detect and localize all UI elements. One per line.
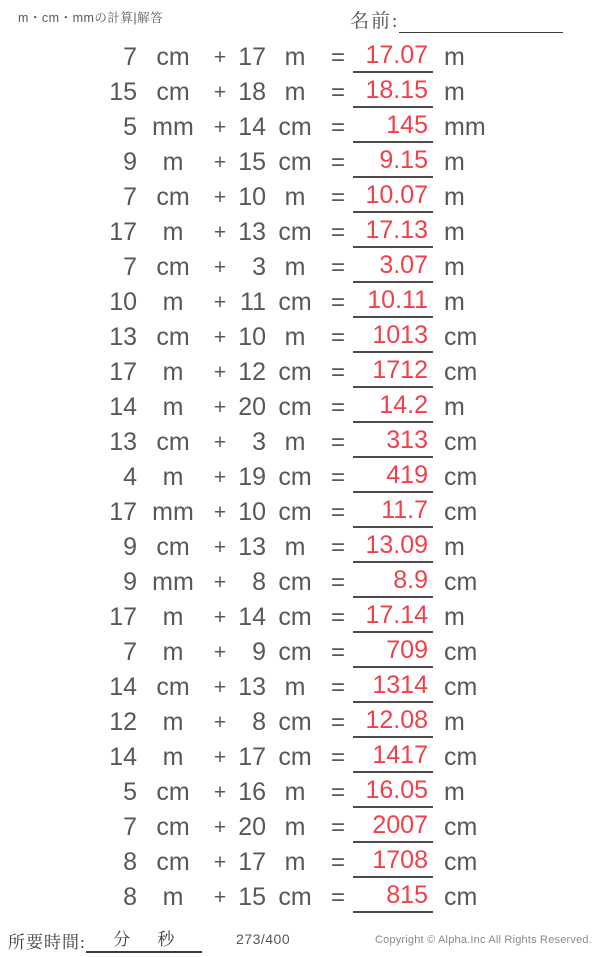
answer-unit: cm	[444, 813, 478, 841]
second-unit: m	[284, 428, 306, 456]
first-unit: cm	[156, 778, 190, 806]
first-value: 5	[123, 113, 137, 141]
answer-value: 9.15	[353, 145, 433, 178]
second-unit: cm	[278, 358, 312, 386]
plus-operator: +	[213, 711, 227, 734]
answer-value: 11.7	[353, 495, 433, 528]
problem-row	[95, 635, 515, 670]
equals-sign: =	[330, 534, 345, 561]
plus-operator: +	[213, 326, 227, 349]
problems-list	[95, 40, 515, 915]
first-unit: m	[162, 358, 184, 386]
answer-value: 16.05	[353, 775, 433, 808]
answer-value: 1314	[353, 670, 433, 703]
first-value: 12	[109, 708, 137, 736]
equals-sign: =	[330, 604, 345, 631]
answer-value: 419	[353, 460, 433, 493]
first-unit: m	[162, 288, 184, 316]
second-value: 17	[238, 43, 266, 71]
second-unit: cm	[278, 288, 312, 316]
answer-unit: m	[444, 253, 465, 281]
plus-operator: +	[213, 221, 227, 244]
equals-sign: =	[330, 849, 345, 876]
second-unit: m	[284, 43, 306, 71]
plus-operator: +	[213, 816, 227, 839]
first-value: 7	[123, 253, 137, 281]
equals-sign: =	[330, 79, 345, 106]
first-unit: m	[162, 708, 184, 736]
first-value: 9	[123, 568, 137, 596]
answer-unit: m	[444, 778, 465, 806]
equals-sign: =	[330, 464, 345, 491]
first-unit: cm	[156, 848, 190, 876]
first-value: 14	[109, 743, 137, 771]
second-value: 8	[252, 708, 266, 736]
second-value: 13	[238, 218, 266, 246]
answer-unit: m	[444, 533, 465, 561]
problem-row	[95, 390, 515, 425]
first-value: 9	[123, 533, 137, 561]
second-unit: m	[284, 813, 306, 841]
answer-value: 10.11	[353, 285, 433, 318]
equals-sign: =	[330, 114, 345, 141]
equals-sign: =	[330, 674, 345, 701]
problem-row	[95, 355, 515, 390]
plus-operator: +	[213, 186, 227, 209]
equals-sign: =	[330, 569, 345, 596]
second-unit: m	[284, 533, 306, 561]
answer-unit: cm	[444, 673, 478, 701]
problem-row	[95, 775, 515, 810]
equals-sign: =	[330, 814, 345, 841]
first-unit: cm	[156, 323, 190, 351]
first-unit: m	[162, 603, 184, 631]
first-value: 17	[109, 218, 137, 246]
answer-unit: m	[444, 183, 465, 211]
answer-unit: m	[444, 78, 465, 106]
answer-value: 17.14	[353, 600, 433, 633]
second-value: 20	[238, 393, 266, 421]
second-unit: m	[284, 323, 306, 351]
answer-unit: cm	[444, 323, 478, 351]
plus-operator: +	[213, 361, 227, 384]
plus-operator: +	[213, 256, 227, 279]
first-unit: m	[162, 883, 184, 911]
first-value: 17	[109, 603, 137, 631]
plus-operator: +	[213, 116, 227, 139]
answer-value: 10.07	[353, 180, 433, 213]
second-value: 20	[238, 813, 266, 841]
problem-row	[95, 215, 515, 250]
second-unit: m	[284, 673, 306, 701]
answer-unit: m	[444, 393, 465, 421]
first-unit: cm	[156, 813, 190, 841]
plus-operator: +	[213, 46, 227, 69]
first-unit: cm	[156, 183, 190, 211]
equals-sign: =	[330, 744, 345, 771]
equals-sign: =	[330, 429, 345, 456]
second-unit: cm	[278, 148, 312, 176]
second-value: 18	[238, 78, 266, 106]
second-value: 14	[238, 113, 266, 141]
problem-row	[95, 880, 515, 915]
second-unit: cm	[278, 883, 312, 911]
problem-row	[95, 740, 515, 775]
first-unit: cm	[156, 533, 190, 561]
second-unit: m	[284, 253, 306, 281]
answer-value: 14.2	[353, 390, 433, 423]
problem-row	[95, 600, 515, 635]
problem-row	[95, 425, 515, 460]
second-unit: cm	[278, 603, 312, 631]
second-value: 17	[238, 743, 266, 771]
equals-sign: =	[330, 44, 345, 71]
time-required-label: 所要時間:	[8, 933, 86, 952]
problem-row	[95, 110, 515, 145]
equals-sign: =	[330, 499, 345, 526]
first-unit: m	[162, 218, 184, 246]
first-value: 13	[109, 428, 137, 456]
first-value: 4	[123, 463, 137, 491]
answer-value: 8.9	[353, 565, 433, 598]
plus-operator: +	[213, 571, 227, 594]
first-value: 14	[109, 393, 137, 421]
second-value: 13	[238, 533, 266, 561]
second-unit: cm	[278, 218, 312, 246]
answer-unit: m	[444, 148, 465, 176]
problem-row	[95, 705, 515, 740]
first-unit: cm	[156, 43, 190, 71]
minutes-label: 分	[113, 930, 131, 949]
second-unit: cm	[278, 743, 312, 771]
plus-operator: +	[213, 676, 227, 699]
plus-operator: +	[213, 746, 227, 769]
second-value: 19	[238, 463, 266, 491]
problem-row	[95, 285, 515, 320]
plus-operator: +	[213, 886, 227, 909]
plus-operator: +	[213, 781, 227, 804]
first-value: 9	[123, 148, 137, 176]
name-field	[350, 6, 563, 33]
first-unit: m	[162, 393, 184, 421]
first-unit: cm	[156, 78, 190, 106]
plus-operator: +	[213, 851, 227, 874]
second-value: 15	[238, 148, 266, 176]
answer-unit: cm	[444, 883, 478, 911]
plus-operator: +	[213, 501, 227, 524]
answer-unit: m	[444, 708, 465, 736]
problem-row	[95, 495, 515, 530]
time-blank-line	[86, 925, 202, 953]
second-unit: cm	[278, 638, 312, 666]
second-value: 12	[238, 358, 266, 386]
problem-row	[95, 180, 515, 215]
second-value: 8	[252, 568, 266, 596]
first-unit: cm	[156, 673, 190, 701]
seconds-label: 秒	[157, 930, 175, 949]
second-unit: cm	[278, 113, 312, 141]
first-value: 8	[123, 848, 137, 876]
answer-value: 18.15	[353, 75, 433, 108]
first-value: 7	[123, 43, 137, 71]
first-value: 5	[123, 778, 137, 806]
problem-row	[95, 670, 515, 705]
first-value: 14	[109, 673, 137, 701]
answer-unit: cm	[444, 463, 478, 491]
problem-row	[95, 40, 515, 75]
plus-operator: +	[213, 151, 227, 174]
second-unit: m	[284, 183, 306, 211]
first-unit: m	[162, 638, 184, 666]
answer-unit: m	[444, 603, 465, 631]
first-unit: mm	[152, 113, 194, 141]
second-unit: cm	[278, 568, 312, 596]
second-value: 14	[238, 603, 266, 631]
second-value: 3	[252, 428, 266, 456]
first-unit: m	[162, 743, 184, 771]
answer-value: 13.09	[353, 530, 433, 563]
equals-sign: =	[330, 289, 345, 316]
answer-unit: m	[444, 288, 465, 316]
answer-value: 3.07	[353, 250, 433, 283]
copyright-notice: Copyright © Alpha.Inc All Rights Reserved.	[374, 934, 592, 946]
second-value: 10	[238, 498, 266, 526]
first-value: 7	[123, 638, 137, 666]
equals-sign: =	[330, 779, 345, 806]
problem-row	[95, 460, 515, 495]
answer-value: 1417	[353, 740, 433, 773]
second-value: 16	[238, 778, 266, 806]
second-value: 3	[252, 253, 266, 281]
second-value: 15	[238, 883, 266, 911]
answer-unit: cm	[444, 638, 478, 666]
answer-value: 17.07	[353, 40, 433, 73]
first-value: 8	[123, 883, 137, 911]
equals-sign: =	[330, 884, 345, 911]
time-required-field	[8, 925, 202, 953]
plus-operator: +	[213, 466, 227, 489]
second-unit: cm	[278, 708, 312, 736]
answer-unit: mm	[444, 113, 486, 141]
problem-row	[95, 530, 515, 565]
equals-sign: =	[330, 639, 345, 666]
second-unit: cm	[278, 463, 312, 491]
second-value: 13	[238, 673, 266, 701]
first-unit: cm	[156, 253, 190, 281]
answer-unit: cm	[444, 498, 478, 526]
answer-unit: cm	[444, 848, 478, 876]
first-value: 15	[109, 78, 137, 106]
plus-operator: +	[213, 606, 227, 629]
answer-value: 2007	[353, 810, 433, 843]
answer-unit: cm	[444, 428, 478, 456]
equals-sign: =	[330, 709, 345, 736]
second-unit: cm	[278, 498, 312, 526]
second-value: 10	[238, 183, 266, 211]
first-value: 10	[109, 288, 137, 316]
problem-row	[95, 250, 515, 285]
plus-operator: +	[213, 291, 227, 314]
answer-value: 1712	[353, 355, 433, 388]
equals-sign: =	[330, 324, 345, 351]
second-unit: m	[284, 78, 306, 106]
first-value: 7	[123, 813, 137, 841]
answer-value: 145	[353, 110, 433, 143]
answer-value: 12.08	[353, 705, 433, 738]
equals-sign: =	[330, 219, 345, 246]
second-value: 9	[252, 638, 266, 666]
second-value: 11	[240, 288, 266, 316]
second-unit: cm	[278, 393, 312, 421]
answer-value: 1708	[353, 845, 433, 878]
name-label: 名前:	[350, 11, 400, 32]
equals-sign: =	[330, 184, 345, 211]
equals-sign: =	[330, 149, 345, 176]
problem-row	[95, 845, 515, 880]
equals-sign: =	[330, 254, 345, 281]
first-value: 17	[109, 358, 137, 386]
first-unit: cm	[156, 428, 190, 456]
answer-value: 1013	[353, 320, 433, 353]
answer-value: 815	[353, 880, 433, 913]
first-value: 7	[123, 183, 137, 211]
plus-operator: +	[213, 431, 227, 454]
answer-value: 313	[353, 425, 433, 458]
second-unit: m	[284, 848, 306, 876]
equals-sign: =	[330, 394, 345, 421]
first-value: 17	[109, 498, 137, 526]
problem-row	[95, 320, 515, 355]
answer-value: 709	[353, 635, 433, 668]
first-unit: m	[162, 463, 184, 491]
answer-unit: cm	[444, 358, 478, 386]
answer-value: 17.13	[353, 215, 433, 248]
problem-row	[95, 145, 515, 180]
answer-unit: m	[444, 43, 465, 71]
plus-operator: +	[213, 396, 227, 419]
second-value: 17	[238, 848, 266, 876]
first-unit: m	[162, 148, 184, 176]
problem-row	[95, 75, 515, 110]
first-unit: mm	[152, 568, 194, 596]
page-title: m・cm・mmの計算|解答	[18, 11, 164, 25]
answer-unit: cm	[444, 743, 478, 771]
plus-operator: +	[213, 641, 227, 664]
problem-row	[95, 810, 515, 845]
equals-sign: =	[330, 359, 345, 386]
problem-row	[95, 565, 515, 600]
first-value: 13	[109, 323, 137, 351]
plus-operator: +	[213, 536, 227, 559]
answer-unit: m	[444, 218, 465, 246]
first-unit: mm	[152, 498, 194, 526]
name-blank-line	[399, 11, 563, 33]
page-number: 273/400	[236, 931, 291, 947]
second-value: 10	[238, 323, 266, 351]
answer-unit: cm	[444, 568, 478, 596]
second-unit: m	[284, 778, 306, 806]
plus-operator: +	[213, 81, 227, 104]
